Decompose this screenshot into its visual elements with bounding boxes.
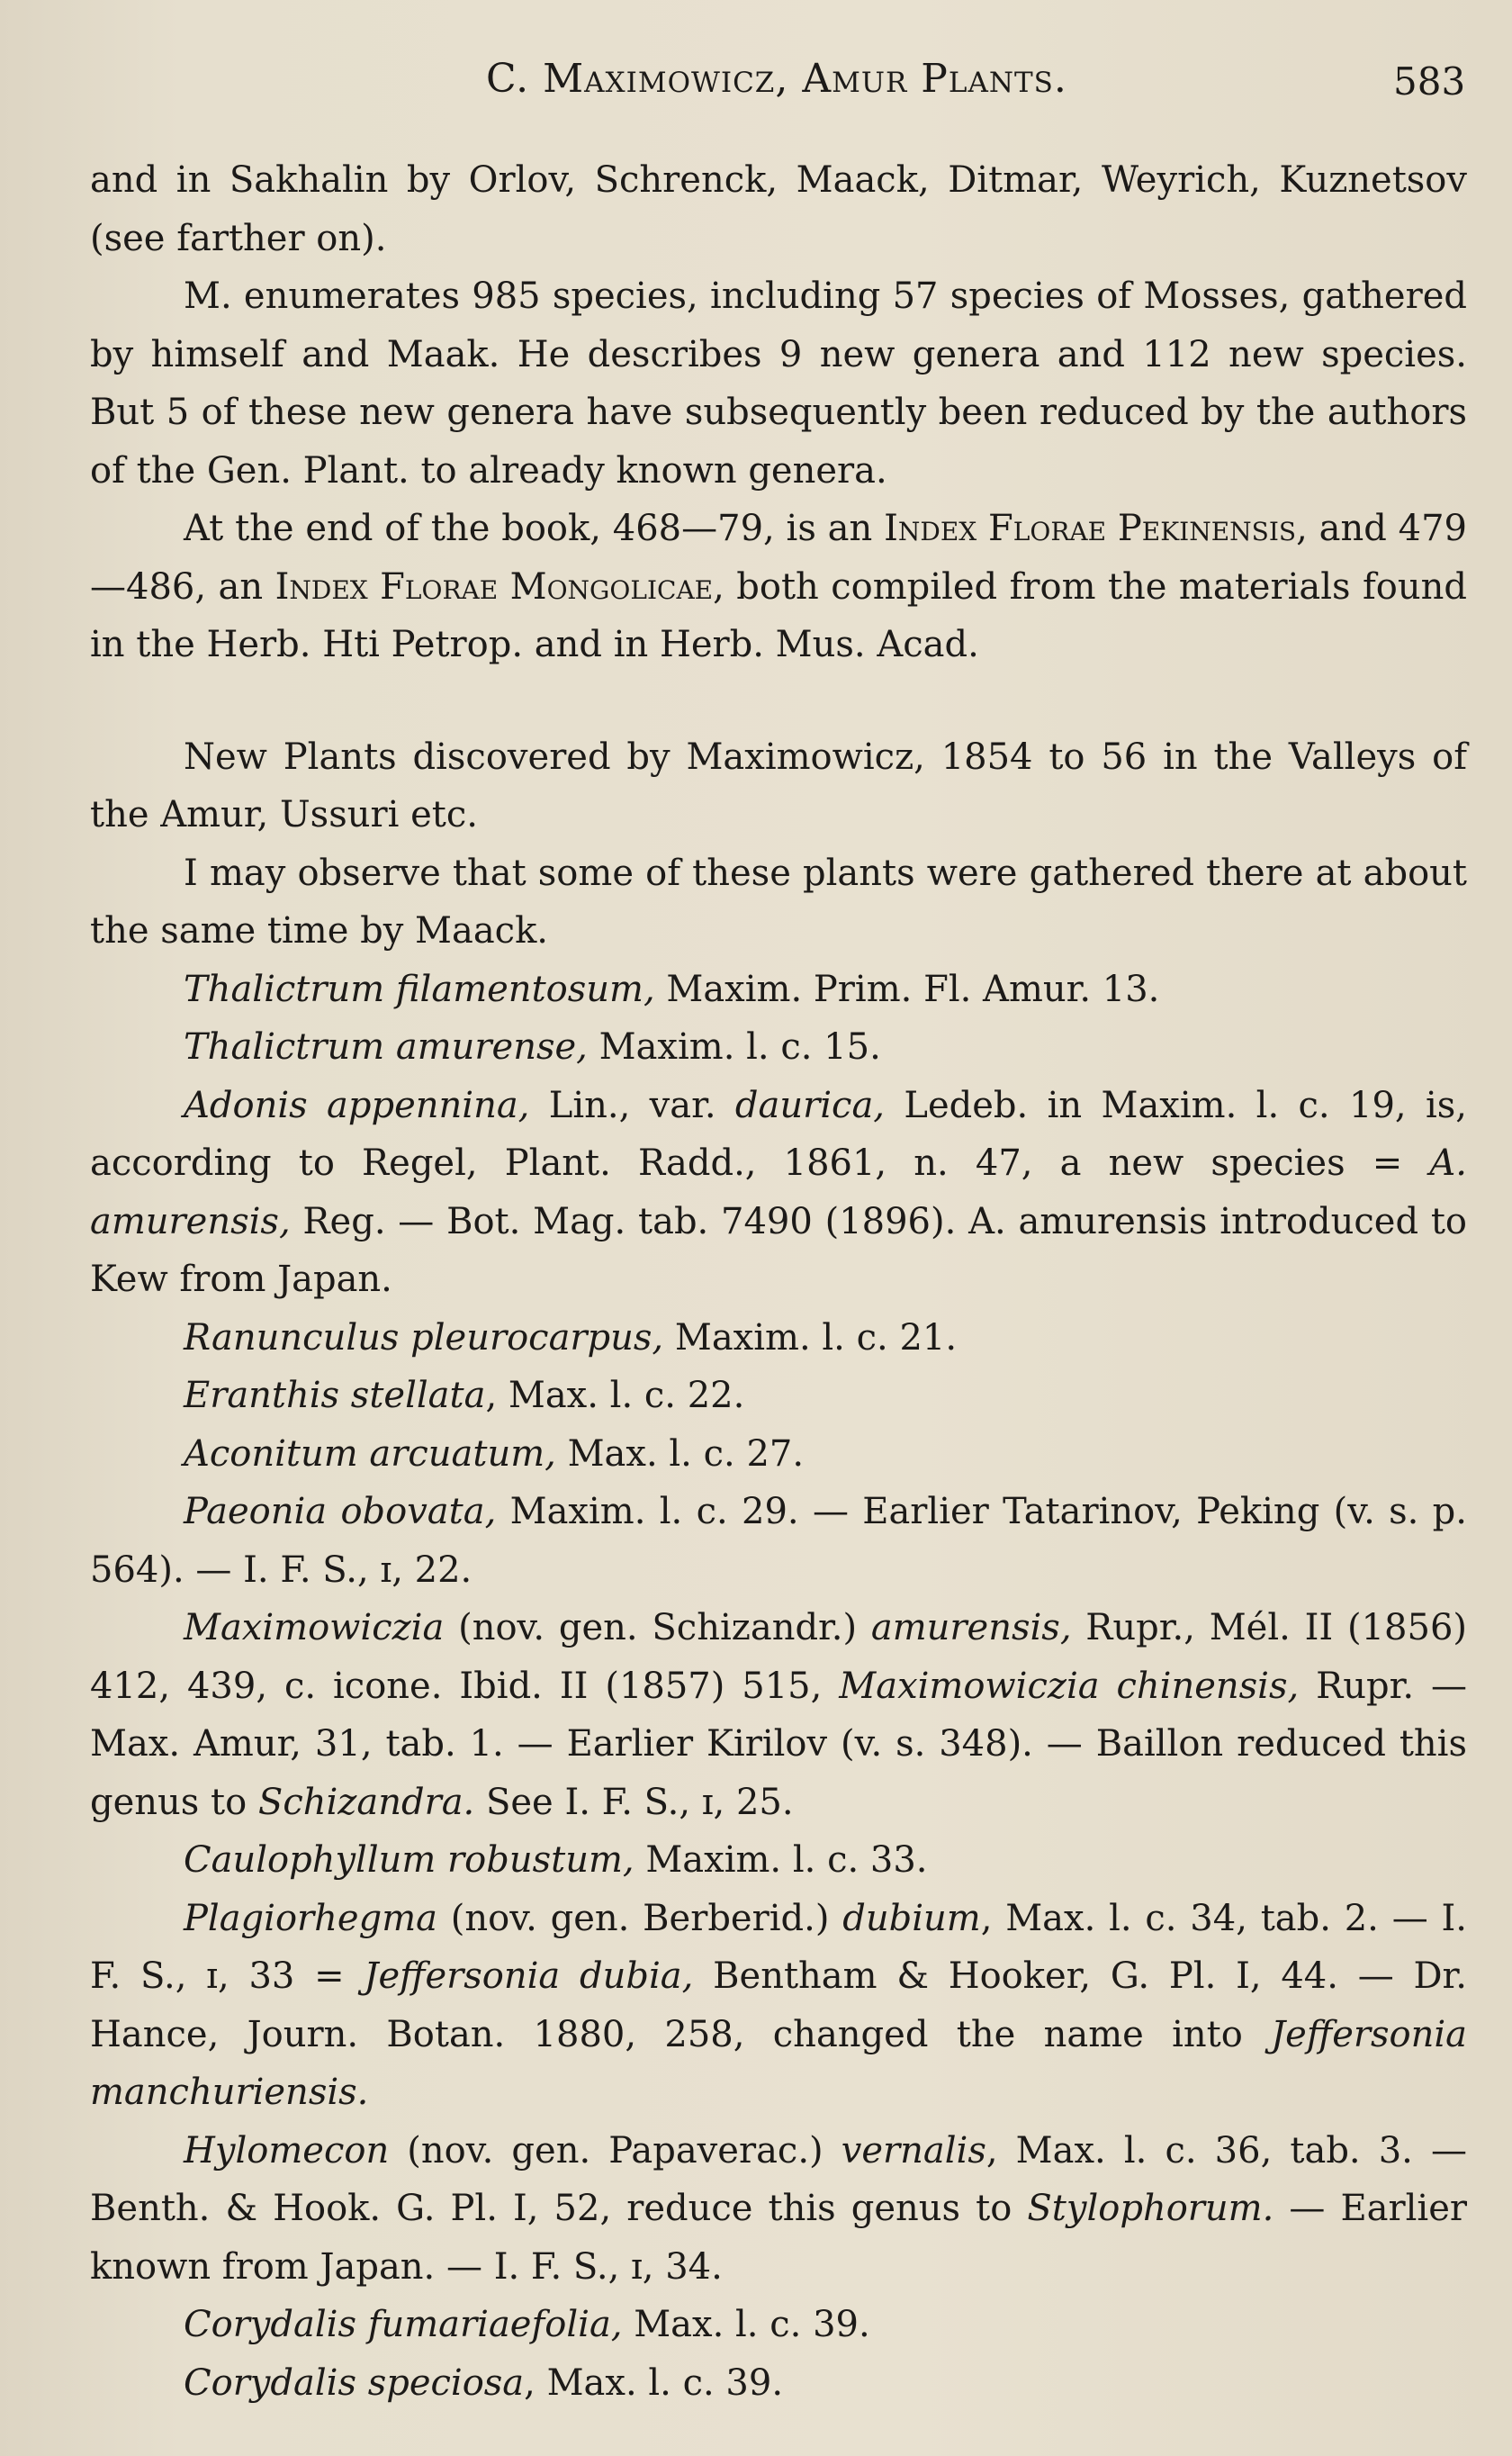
text-run: , and 479—486, an: [90, 508, 1467, 608]
italic-text: Adonis appennina,: [184, 1084, 530, 1126]
paragraph: [90, 1483, 1467, 1599]
italic-text: dubium: [842, 1897, 981, 1939]
paragraph: [90, 1599, 1467, 1831]
text-run: Rupr. — Max. Amur, 31, tab. 1. — Earlier Kirilov (v. s. 348). — Baillon reduced this genus to: [90, 1665, 1468, 1823]
text-run: , Max. l. c. 34, tab. 2. — I. F. S., ɪ, 33 =: [90, 1897, 1467, 1997]
text-run: and in Sakhalin by Orlov, Schrenck, Maack, Ditmar, Weyrich, Kuznetsov (see farther on).: [90, 159, 1467, 259]
italic-text: Eranthis stellata: [184, 1375, 486, 1416]
paragraph: [90, 267, 1467, 500]
text-run: Maxim. l. c. 21.: [663, 1316, 958, 1359]
text-run: , Max. l. c. 22.: [485, 1375, 745, 1416]
text-run: Maxim. l. c. 15.: [587, 1026, 881, 1068]
page-number: 583: [1393, 59, 1466, 104]
italic-text: Caulophyllum robustum,: [184, 1839, 634, 1881]
running-head: [0, 56, 1512, 119]
paragraph: [90, 728, 1467, 844]
italic-text: daurica,: [734, 1084, 886, 1126]
text-run: M. enumerates 985 species, including 57 species of Mosses, gathered by himself and Maak. He describes 9 new genera and 112 new species. But 5 of these new genera have subsequently been reduced by the authors of the Gen. Plant. to already known genera.: [90, 275, 1467, 492]
text-run: (nov. gen. Schizandr.): [444, 1607, 871, 1648]
text-run: Rupr., Mél. II (1856) 412, 439, c. icone. Ibid. II (1857) 515,: [90, 1607, 1467, 1707]
italic-text: Ranunculus pleurocarpus,: [184, 1316, 664, 1359]
text-run: I may observe that some of these plants were gathered there at about the same time by Maack.: [90, 852, 1467, 952]
text-run: Max. l. c. 39.: [622, 2304, 870, 2345]
italic-text: vernalis: [841, 2129, 986, 2172]
text-run: — Earlier known from Japan. — I. F. S., ɪ, 34.: [90, 2188, 1468, 2288]
text-run: Reg. — Bot. Mag. tab. 7490 (1896). A. amurensis introduced to Kew from Japan.: [90, 1200, 1467, 1300]
text-run: , Max. l. c. 39.: [524, 2361, 784, 2404]
text-run: Maxim. l. c. 33.: [634, 1839, 928, 1881]
italic-text: Aconitum arcuatum,: [184, 1432, 556, 1475]
italic-text: Schizandra.: [257, 1781, 475, 1823]
text-run: (nov. gen. Berberid.): [436, 1897, 843, 1939]
paragraph: [90, 500, 1467, 674]
italic-text: Thalictrum amurense,: [184, 1026, 588, 1068]
text-run: Lin., var.: [529, 1084, 735, 1126]
paragraph: [90, 2354, 1467, 2413]
italic-text: Paeonia obovata,: [184, 1491, 497, 1532]
running-title: C. Maximowicz, Amur Plants.: [486, 56, 1067, 102]
text-run: (nov. gen. Papaverac.): [389, 2129, 842, 2172]
italic-text: A. amurensis,: [90, 1142, 1467, 1242]
small-caps-text: Index Florae Pekinensis: [884, 508, 1297, 549]
text-run: At the end of the book, 468—79, is an: [184, 508, 885, 549]
italic-text: amurensis,: [870, 1607, 1072, 1648]
text-run: Bentham & Hooker, G. Pl. I, 44. — Dr. Hance, Journ. Botan. 1880, 258, changed the name into: [90, 1955, 1468, 2055]
text-run: New Plants discovered by Maximowicz, 1854 to 56 in the Valleys of the Amur, Ussuri etc.: [90, 736, 1467, 835]
text-run: , Max. l. c. 36, tab. 3. — Benth. & Hook. G. Pl. I, 52, reduce this genus to: [90, 2129, 1467, 2229]
paragraph: [90, 961, 1467, 1019]
paragraph: [90, 1831, 1467, 1890]
italic-text: Jeffersonia dubia,: [364, 1955, 694, 1997]
italic-text: Plagiorhegma: [184, 1897, 437, 1939]
italic-text: Stylophorum.: [1027, 2188, 1274, 2229]
italic-text: Jeffersonia manchuriensis.: [90, 2013, 1467, 2113]
italic-text: Corydalis speciosa: [184, 2361, 525, 2404]
italic-text: Thalictrum filamentosum,: [184, 968, 655, 1010]
paragraph: [90, 1367, 1467, 1425]
text-run: See I. F. S., ɪ, 25.: [474, 1781, 794, 1823]
small-caps-text: Index Florae Mongolicae: [274, 565, 714, 608]
text-run: Max. l. c. 27.: [555, 1432, 805, 1475]
italic-text: Hylomecon: [184, 2129, 390, 2172]
italic-text: Maximowiczia: [184, 1607, 445, 1648]
paragraph: [90, 2122, 1467, 2297]
paragraph: [90, 151, 1467, 267]
paragraph: [90, 1890, 1467, 2122]
italic-text: Corydalis fumariaefolia,: [184, 2304, 623, 2345]
paragraph: [90, 844, 1467, 961]
text-run: Maxim. l. c. 29. — Earlier Tatarinov, Peking (v. s. p. 564). — I. F. S., ɪ, 22.: [90, 1491, 1467, 1591]
text-run: Maxim. Prim. Fl. Amur. 13.: [654, 968, 1160, 1010]
paragraph: [90, 1309, 1467, 1368]
section-gap: [90, 674, 1467, 728]
paragraph: [90, 1425, 1467, 1484]
text-run: , both compiled from the materials found in the Herb. Hti Petrop. and in Herb. Mus. Acad.: [90, 565, 1467, 665]
paragraph: [90, 1077, 1467, 1309]
paragraph: [90, 1018, 1467, 1077]
body-text: [90, 151, 1467, 2412]
paragraph: [90, 2296, 1467, 2354]
italic-text: Maximowiczia chinensis,: [839, 1665, 1300, 1707]
text-run: Ledeb. in Maxim. l. c. 19, is, according to Regel, Plant. Radd., 1861, n. 47, a new species =: [90, 1084, 1468, 1184]
